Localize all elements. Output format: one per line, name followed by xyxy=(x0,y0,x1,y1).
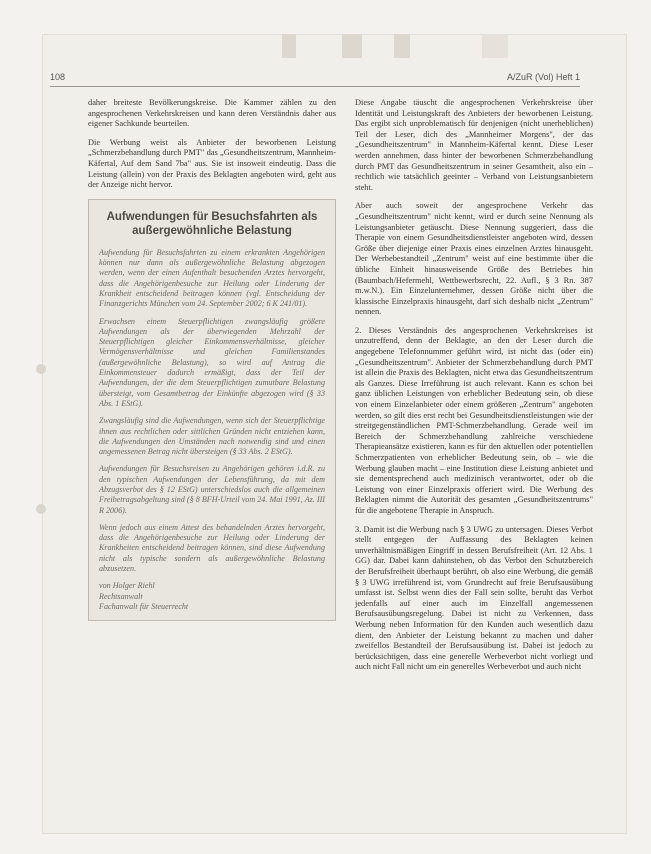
header-rule xyxy=(50,86,580,87)
punch-hole xyxy=(36,504,46,514)
paper-tab xyxy=(482,34,508,58)
body-paragraph: Diese Angabe täuscht die angesprochenen Verkehrskreise über Identität und Leistungskraft des Anbieters der beworbenen Leistung. Das ergibt sich unproblematisch für denjenigen (nicht unerheblichen) Teil der Leser, dich des „Mannheimer Morgens", der das „Gesundheitszentrum" in Mannheim-Käfertal kennt. Diese Leser werden annehmen, dass hinter der beworbenen Schmerzbehandlung durch PMT das Gesundheitszentrum in seiner Gesamtheit, also ein – rechtlich wie tatsächlich geeinter – Verband von Leistungsanbietern steht. xyxy=(355,98,593,192)
paper-tab xyxy=(282,34,296,58)
info-box-paragraph: Zwangsläufig sind die Aufwendungen, wenn sich der Steuerpflichtige ihnen aus rechtlichen oder sittlichen Gründen nicht entziehen kann, die Aufwendungen den Umständen nach notwendig sind und einen angemessenen Betrag nicht übersteigen (§ 33 Abs. 2 EStG). xyxy=(99,416,325,457)
info-box-paragraph: Erwachsen einem Steuerpflichtigen zwangsläufig größere Aufwendungen als der überwiegenden Mehrzahl der Steuerpflichtigen gleicher Einkommensverhältnisse, gleicher Vermögensverhältnisse und gleichen Familienstandes (außergewöhnliche Belastung), so wird auf Antrag die Einkommensteuer dadurch ermäßigt, dass der Teil der Aufwendungen, der die dem Steuerpflichtigen zumutbare Belastung übersteigt, vom Gesamtbetrag der Einkünfte abgezogen wird (§ 33 Abs. 1 EStG). xyxy=(99,316,325,408)
info-box-title xyxy=(99,210,325,238)
page-number: 108 xyxy=(50,72,66,82)
running-header xyxy=(50,72,580,86)
paper-tab xyxy=(394,34,410,58)
punch-hole xyxy=(36,364,46,374)
body-paragraph: Die Werbung weist als Anbieter der beworbenen Leistung „Schmerzbehandlung durch PMT" das „Gesundheitszentrum, Mannheim-Käfertal, Auf dem Sand 7ba" aus. Sie ist insoweit eindeutig. Dass die Leistung (allein) von der Praxis des Beklagten angeboten wird, geht aus der Anzeige nicht hervor. xyxy=(88,137,336,190)
body-paragraph: 2. Dieses Verständnis des angesprochenen Verkehrskreises ist unzutreffend, denn der Beklagte, an den der Leser durch die angegebene Telefonnummer geführt wird, ist nicht das (oder ein) „Gesundheitszentrum". Anbieter der Schmerzbehandlung durch PMT ist allein die Praxis des Beklagten, nicht etwa das Gesundheitszentrum als Ganzes. Diese Irreführung ist auch relevant. Kann es schon bei ganz üblichen Leistungen von erheblicher Bedeutung sein, ob diese von einem Einzelanbieter oder einem größeren „Zentrum" angeboten werden, so gilt dies erst recht bei Gesundheitsdienstleistungen wie der streitgegenständlichen PMT-Schmerzbehandlung. Gerade weil im Bereich der Schmerzbehandlung zahlreiche verschiedene Therapieansätze existieren, kann es für den aktuellen oder potentiellen Schmerzpatienten von erheblicher Bedeutung sein, ob – wie die Werbung glauben macht – eine Institution diese Leistung anbietet und sie dementsprechend auch medizinisch verantwortet, oder ob die Leistung von einer Einzelpraxis offeriert wird. Die Werbung des Beklagten nimmt die Autorität des gesamten „Gesundheitszentrums" für die angebotene Therapie in Anspruch. xyxy=(355,325,593,515)
author-name: von Holger Riehl xyxy=(99,581,155,591)
paper-tab xyxy=(342,34,362,58)
info-box-paragraph: Aufwendung für Besuchsfahrten zu einem erkrankten Angehörigen können nur dann als außergewöhnliche Belastung abgezogen werden, wenn der einen Aufenthalt besuchenden Arztes hervorgeht, dass die Angehörigenbesuche zur Heilung oder Linderung der Krankheit entscheidend beitragen können (vgl. Entscheidung der Finanzgerichts München vom 24. September 2002; 6 K 241/01). xyxy=(99,247,325,309)
info-box-paragraph: Wenn jedoch aus einem Attest des behandelnden Arztes hervorgeht, dass die Angehörigenbesuche zur Heilung oder Linderung der Krankheiten entscheidend beitragen können, sind diese Aufwendung nicht als typische sondern als außergewöhnliche Belastung abzusetzen. xyxy=(99,522,325,574)
right-column xyxy=(355,98,593,681)
left-column xyxy=(88,98,336,621)
info-box-title-line: Aufwendungen für Besuchsfahrten als xyxy=(106,210,318,223)
info-box-title-line: außergewöhnliche Belastung xyxy=(132,224,292,237)
author-role: Rechtsanwalt xyxy=(99,591,143,601)
author-signature xyxy=(99,581,325,612)
info-box-paragraph: Aufwendungen für Besuchsreisen zu Angehörigen gehören i.d.R. zu den typischen Aufwendungen der Lebensführung, da mit dem Abzugsverbot des § 12 EStG) unterschiedslos auch die allgemeinen Freibetragsabgeltung sind (§ 8 BFH-Urteil vom 24. Mai 1991, Az. III R 2006). xyxy=(99,464,325,515)
body-paragraph: 3. Damit ist die Werbung nach § 3 UWG zu untersagen. Dieses Verbot stellt entgegen der Auffassung des Beklagten keinen unverhältnismäßigen Eingriff in dessen Berufsfreiheit (Art. 12 Abs. 1 GG) dar. Dabei kann dahinstehen, ob das Verbot den Schutzbereich der Berufsfreiheit überhaupt berührt, ob also eine Werbung, die gemäß § 3 UWG irreführend ist, vom Grundrecht auf freie Berufsausübung umfasst ist. Selbst wenn dies der Fall sein sollte, beruht das Verbot jedenfalls auf einer auch im Einzelfall angemessenen Berufsausübungsregelung. Dabei ist nicht zu Verkennen, dass Werbung neben Information für den Kunden auch wesentlich dazu dient, den Anbieter der Leistung bekannt zu machen und daher zweifellos Bestandteil der Berufsausübung ist. Dabei ist jedoch zu berücksichtigen, dass eine generelle Werbeverbot nicht vorliegt und auch nicht Fall nicht um ein generelles Werbeverbot und auch nicht xyxy=(355,524,593,672)
info-box xyxy=(88,199,336,622)
author-role: Fachanwalt für Steuerrecht xyxy=(99,601,189,611)
body-paragraph: Aber auch soweit der angesprochene Verkehr das „Gesundheitszentrum" nicht kennt, wird er durch seine Nennung als Leistungsanbieter getäuscht. Diese Nennung suggeriert, dass die Therapie von einem Gesundheitsdienstleister angeboten wird, dessen Größe über diejenige einer Praxis eines einzelnen Arztes hinausgeht. Der Werbebestandteil „Zentrum" weist auf eine bestimmte über die übliche Einheit hinausweisende Größe des Betriebes hin (Baumbach/Hefermehl, Wettbewerbsrecht, 22. Aufl., § 3 Rn. 387 m.w.N.). Ein Einzelunternehmer, dessen Größe nicht über die klassische Einzelpraxis hinausgeht, darf sich deshalb nicht „Zentrum" nennen. xyxy=(355,201,593,317)
body-paragraph: daher breiteste Bevölkerungskreise. Die Kammer zählen zu den angesprochenen Verkehrskreisen und kann deren Verständnis daher aus eigener Sachkunde beurteilen. xyxy=(88,98,336,129)
journal-reference: A/ZuR (Vol) Heft 1 xyxy=(506,72,580,82)
